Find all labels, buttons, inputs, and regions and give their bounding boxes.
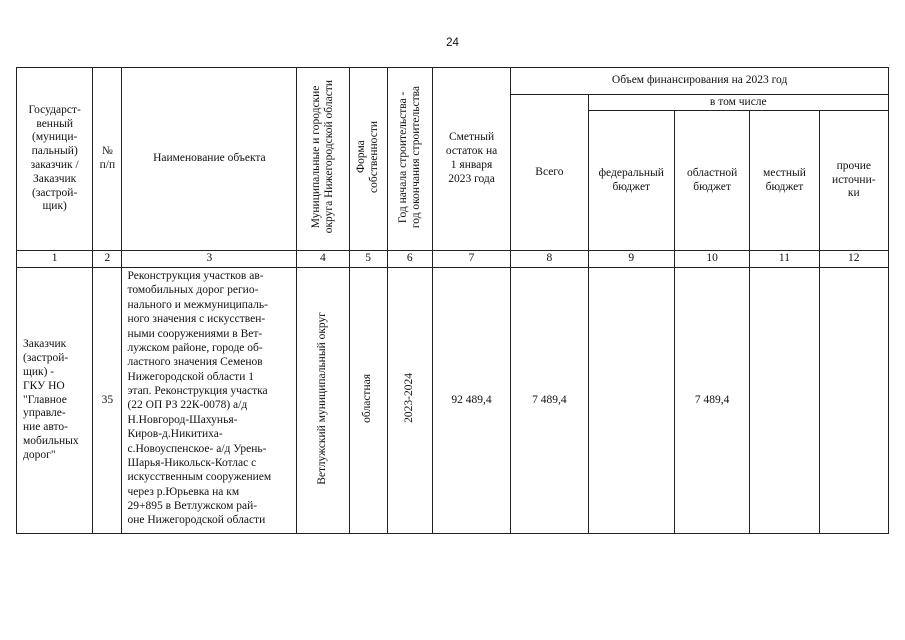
- row-ownership-cell: [349, 268, 387, 534]
- row-municipality: Ветлужский муниципальный округ: [316, 311, 329, 485]
- column-number-row: [17, 251, 889, 268]
- column-number: 7: [432, 251, 510, 268]
- header-years: Год начала строительства - год окончания строительства: [396, 85, 422, 228]
- header-total: Всего: [511, 95, 588, 251]
- row-federal: [588, 268, 674, 534]
- row-years: 2023-2024: [403, 373, 416, 424]
- column-number: 2: [93, 251, 122, 268]
- header-local: местный бюджет: [750, 111, 819, 251]
- column-number: 4: [297, 251, 349, 268]
- row-local: [750, 268, 819, 534]
- row-regional: 7 489,4: [674, 268, 749, 534]
- column-number: 3: [122, 251, 297, 268]
- header-federal: федеральный бюджет: [588, 111, 674, 251]
- page-number: 24: [446, 37, 459, 49]
- row-other: [819, 268, 888, 534]
- header-remainder: Сметный остаток на 1 января 2023 года: [432, 68, 510, 251]
- column-number: 10: [674, 251, 749, 268]
- column-number: 8: [511, 251, 588, 268]
- row-municipality-cell: [297, 268, 349, 534]
- header-municipality: Муниципальные и городские округа Нижегородской области: [309, 79, 335, 234]
- row-remainder: 92 489,4: [432, 268, 510, 534]
- header-ownership-cell: [349, 68, 387, 251]
- header-regional: областной бюджет: [674, 111, 749, 251]
- row-ownership: областная: [361, 373, 374, 423]
- row-years-cell: [387, 268, 432, 534]
- row-object-name: Реконструкция участков ав- томобильных дорог регио- нального и межмуниципаль- ного значения с искусствен- ными сооружениями в Вет- лужском районе, городе об- ластного значения Семенов Нижегородской области 1 этап. Реконструкция участка (22 ОП РЗ 22К-0078) а/д Н.Новгород-Шахунья- Киров-д.Никитиха- с.Новоуспенское- а/д Урень- Шарья-Никольск-Котлас с искусственным сооружением через р.Юрьевка на км 29+895 в Ветлужском рай- оне Нижегородской области: [122, 268, 297, 534]
- header-municipality-cell: [297, 68, 349, 251]
- column-number: 9: [588, 251, 674, 268]
- header-row-1: [17, 68, 889, 95]
- row-customer: Заказчик (застрой- щик) - ГКУ НО "Главное управле- ние авто- мобильных дорог": [17, 268, 93, 534]
- table-row: [17, 268, 889, 534]
- header-customer: Государст- венный (муници- пальный) заказчик / Заказчик (застрой- щик): [17, 68, 93, 251]
- row-number: 35: [93, 268, 122, 534]
- column-number: 1: [17, 251, 93, 268]
- column-number: 12: [819, 251, 888, 268]
- column-number: 6: [387, 251, 432, 268]
- header-object-name: Наименование объекта: [122, 68, 297, 251]
- row-total: 7 489,4: [511, 268, 588, 534]
- header-other: прочие источни- ки: [819, 111, 888, 251]
- financing-table: [16, 67, 889, 534]
- header-funding: Объем финансирования на 2023 год: [511, 68, 889, 95]
- header-years-cell: [387, 68, 432, 251]
- column-number: 11: [750, 251, 819, 268]
- column-number: 5: [349, 251, 387, 268]
- header-number: № п/п: [93, 68, 122, 251]
- header-including: в том числе: [588, 95, 888, 111]
- header-ownership: Форма собственности: [354, 120, 381, 193]
